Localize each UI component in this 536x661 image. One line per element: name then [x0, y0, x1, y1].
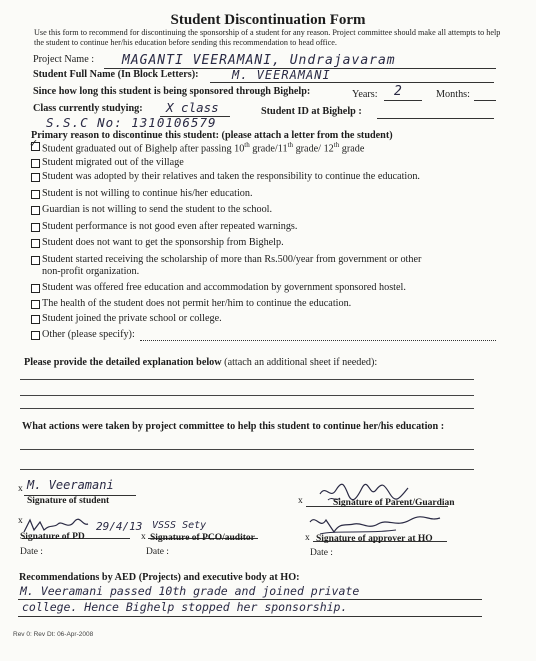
pco-date-label: Date : [146, 547, 169, 557]
reason-label-graduated: Student graduated out of Bighelp after passing 10th grade/11th grade/ 12th grade [42, 141, 365, 155]
reason-checkbox-migrated[interactable] [31, 159, 40, 168]
ssc-number: S.S.C No: 1310106579 [46, 115, 217, 130]
years-line [384, 100, 422, 101]
other-specify-line[interactable] [140, 340, 496, 341]
reasons-heading: Primary reason to discontinue this student: (please attach a letter from the student) [31, 130, 393, 141]
actions-label: What actions were taken by project committee to help this student to continue her/his education : [22, 421, 445, 432]
years-label: Years: [352, 89, 378, 100]
reason-label-no-sponsorship: Student does not want to get the sponsorship from Bighelp. [42, 237, 284, 248]
student-signature-mark: x [18, 484, 23, 494]
recommendation-line-1[interactable]: M. Veeramani passed 10th grade and joined private [20, 584, 360, 598]
reason-label-hostel: Student was offered free education and accommodation by government sponsored hostel. [42, 282, 406, 293]
reason-checkbox-adopted[interactable] [31, 173, 40, 182]
student-name-value[interactable]: M. VEERAMANI [232, 68, 331, 82]
student-id-line [377, 118, 494, 119]
reason-label-scholarship-cont: non-profit organization. [42, 266, 140, 277]
pco-signature-value[interactable]: VSSS Sety [152, 520, 207, 531]
years-value[interactable]: 2 [394, 84, 402, 99]
revision-footer: Rev 0: Rev Dt: 06-Apr-2008 [13, 631, 94, 638]
form-title: Student Discontinuation Form [170, 12, 366, 28]
check-mark-icon: ✓ [29, 137, 39, 150]
actions-line-1[interactable] [20, 449, 474, 450]
reason-checkbox-no-sponsorship[interactable] [31, 239, 40, 248]
pd-signature-mark: x [18, 516, 23, 526]
reason-label-adopted: Student was adopted by their relatives and taken the responsibility to continue the education. [42, 171, 420, 182]
reason-checkbox-guardian[interactable] [31, 206, 40, 215]
class-value[interactable]: X class [166, 100, 219, 115]
student-signature-label: Signature of student [27, 496, 110, 506]
reason-checkbox-private[interactable] [31, 315, 40, 324]
parent-signature-mark: x [298, 496, 303, 506]
reason-checkbox-other[interactable] [31, 331, 40, 340]
recommendation-label: Recommendations by AED (Projects) and executive body at HO: [19, 572, 300, 583]
pd-date-label: Date : [20, 547, 43, 557]
explanation-line-1[interactable] [20, 379, 474, 380]
approver-signature-label: Signature of approver at HO [316, 534, 433, 544]
duration-label: Since how long this student is being sponsored through Bighelp: [33, 86, 311, 97]
parent-signature-label: Signature of Parent/Guardian [333, 498, 455, 508]
approver-date-label: Date : [310, 548, 333, 558]
reason-checkbox-scholarship[interactable] [31, 256, 40, 265]
months-label: Months: [436, 89, 470, 100]
reason-checkbox-health[interactable] [31, 300, 40, 309]
reason-label-other: Other (please specify): [42, 329, 135, 340]
months-line [474, 100, 496, 101]
student-name-line [210, 82, 494, 83]
pd-signature-label: Signature of PD [20, 532, 85, 542]
pco-signature-mark: x [141, 532, 146, 542]
student-name-label: Student Full Name (In Block Letters): [33, 69, 199, 80]
reason-label-guardian: Guardian is not willing to send the student to the school. [42, 204, 273, 215]
explanation-line-3[interactable] [20, 408, 474, 409]
recommendation-rule-2 [18, 616, 482, 617]
class-label: Class currently studying: [33, 103, 143, 114]
approver-signature-mark: x [305, 533, 310, 543]
pco-signature-label: Signature of PCO/auditor [150, 533, 255, 543]
reason-checkbox-not-willing[interactable] [31, 190, 40, 199]
reason-label-private: Student joined the private school or college. [42, 313, 222, 324]
actions-line-2[interactable] [20, 469, 474, 470]
recommendation-line-2[interactable]: college. Hence Bighelp stopped her sponsorship. [22, 600, 348, 614]
project-name-label: Project Name : [33, 54, 95, 65]
reason-label-not-willing: Student is not willing to continue his/her education. [42, 188, 253, 199]
reason-label-health: The health of the student does not permit her/him to continue the education. [42, 298, 352, 309]
student-id-label: Student ID at Bighelp : [261, 106, 362, 117]
pd-date-value[interactable]: 29/4/13 [96, 520, 143, 533]
reason-label-performance: Student performance is not good even after repeated warnings. [42, 221, 298, 232]
reason-label-migrated: Student migrated out of the village [42, 157, 184, 168]
explanation-label: Please provide the detailed explanation below (attach an additional sheet if needed): [24, 357, 378, 368]
project-name-value[interactable]: MAGANTI VEERAMANI, Undrajavaram [122, 53, 396, 68]
reason-checkbox-hostel[interactable] [31, 284, 40, 293]
reason-label-scholarship: Student started receiving the scholarship of more than Rs.500/year from government or other [42, 254, 422, 265]
student-signature-value[interactable]: M. Veeramani [27, 478, 114, 492]
explanation-line-2[interactable] [20, 395, 474, 396]
reason-checkbox-performance[interactable] [31, 223, 40, 232]
form-intro: Use this form to recommend for discontinuing the sponsorship of a student for any reason. Project committee should make all attempts to help the student to continue her/his education before sending this recommendation to head office. [34, 28, 501, 47]
